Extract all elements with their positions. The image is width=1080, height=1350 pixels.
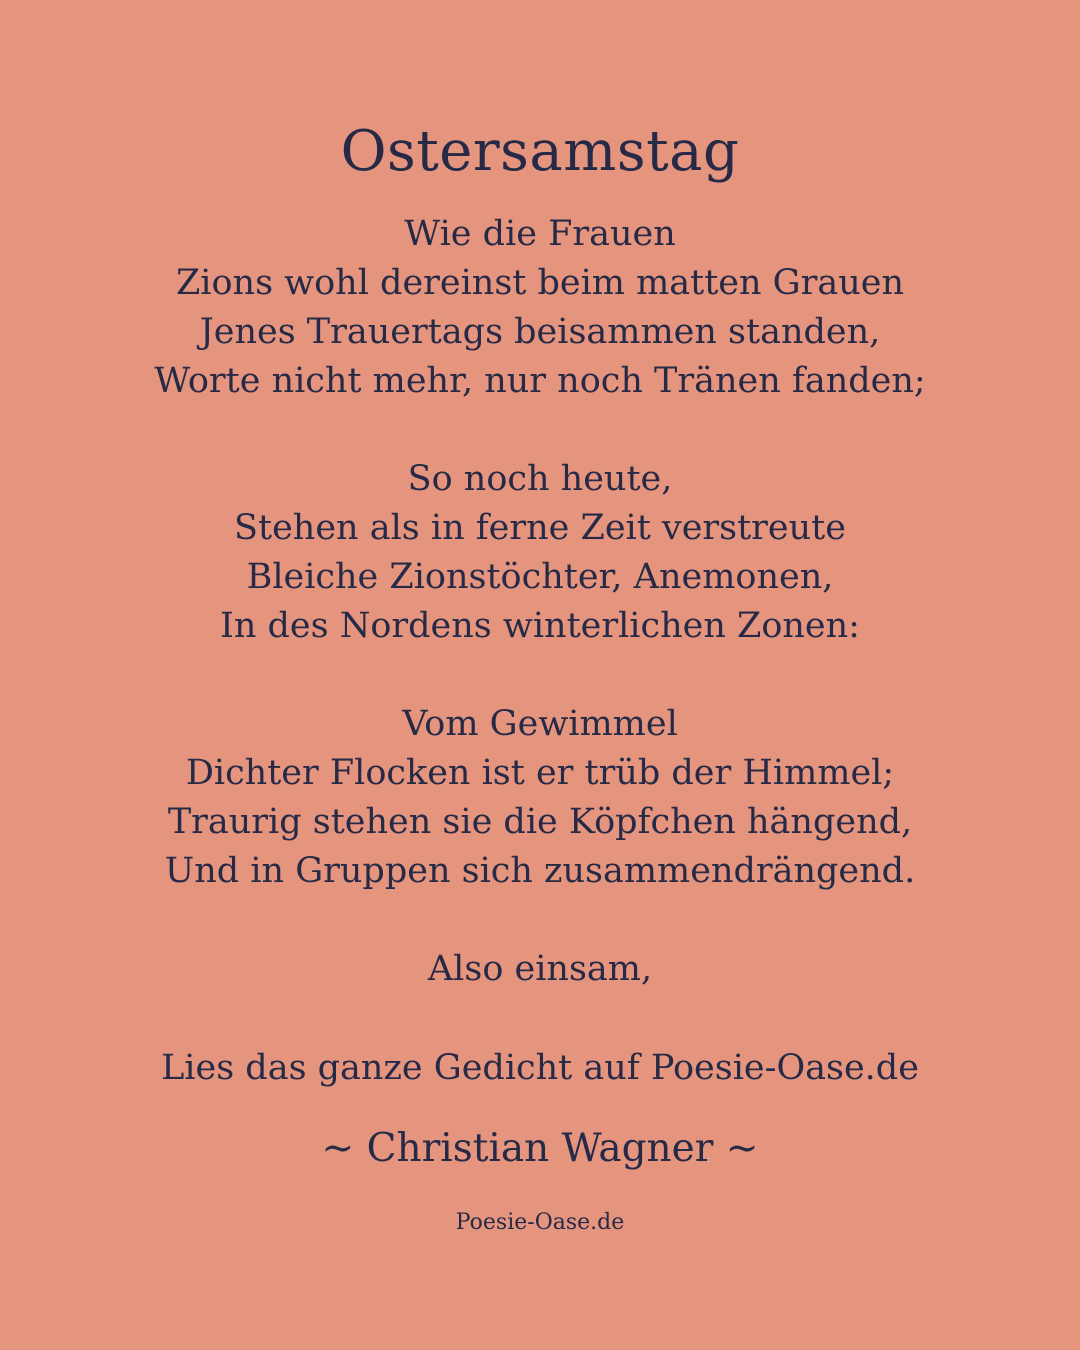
poem-line: In des Nordens winterlichen Zonen:: [220, 606, 860, 646]
stanza-2: [0, 455, 1080, 651]
stanza-3: [0, 700, 1080, 896]
poem-line: Wie die Frauen: [404, 214, 676, 254]
poem-title: Ostersamstag: [340, 119, 740, 184]
read-more-text: Lies das ganze Gedicht auf Poesie-Oase.de: [161, 1048, 919, 1088]
poem-line: Zions wohl dereinst beim matten Grauen: [175, 263, 905, 303]
poem-line: Bleiche Zionstöchter, Anemonen,: [246, 557, 834, 597]
poem-line: Stehen als in ferne Zeit verstreute: [234, 508, 846, 548]
poem-line: Also einsam,: [427, 949, 653, 989]
stanza-1: [0, 210, 1080, 406]
poem-line: So noch heute,: [407, 459, 673, 499]
poem-line: Worte nicht mehr, nur noch Tränen fanden;: [154, 361, 926, 401]
poem-line: Dichter Flocken ist er trüb der Himmel;: [185, 753, 895, 793]
poem-line: Jenes Trauertags beisammen standen,: [199, 312, 881, 352]
poem-line: Und in Gruppen sich zusammendrängend.: [164, 851, 916, 891]
poem-body: [0, 210, 1080, 1043]
author-name: ~ Christian Wagner ~: [321, 1126, 759, 1171]
poem-line: Vom Gewimmel: [402, 704, 678, 744]
site-watermark: Poesie-Oase.de: [455, 1210, 625, 1235]
poem-line: Traurig stehen sie die Köpfchen hängend,: [167, 802, 913, 842]
stanza-4: [0, 945, 1080, 994]
